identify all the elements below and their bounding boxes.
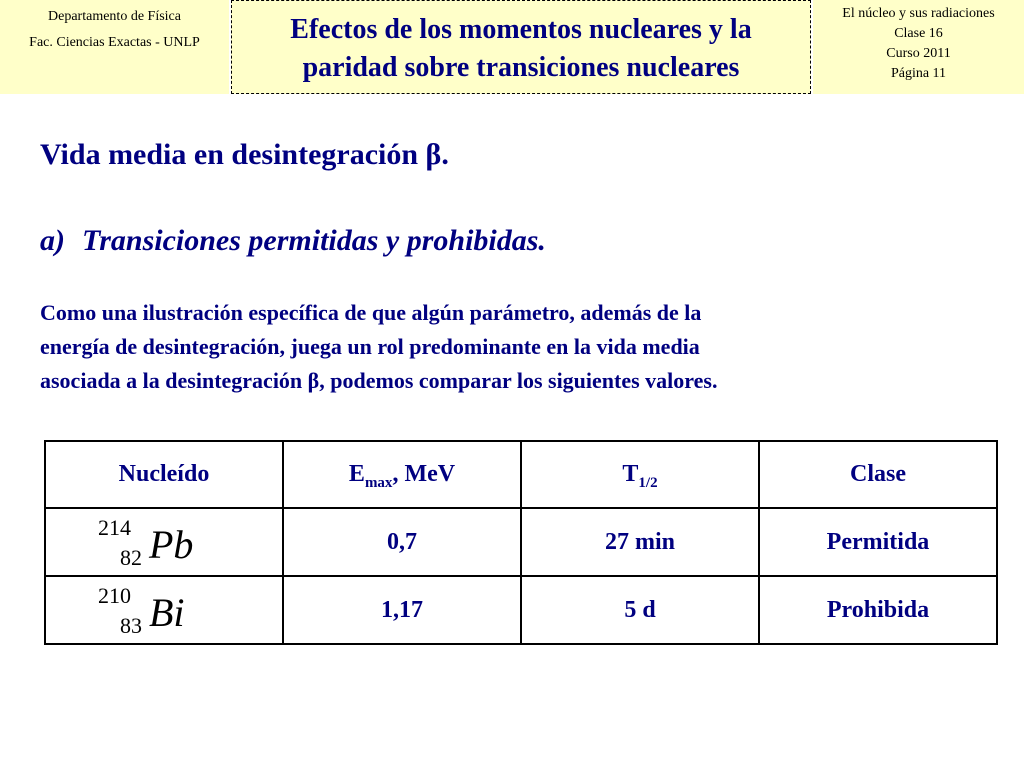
- section-title: Vida media en desintegración β.: [40, 138, 449, 171]
- emax-unit: , MeV: [392, 461, 456, 487]
- slide-title: [231, 0, 811, 94]
- subsection-marker: a): [40, 224, 65, 257]
- nuclide-notation: [46, 509, 282, 575]
- clase-cell: Prohibida: [759, 576, 997, 644]
- nuclide-cell: [45, 508, 283, 576]
- faculty-label: Fac. Ciencias Exactas - UNLP: [29, 35, 200, 50]
- page-number: Página 11: [890, 66, 947, 81]
- slide-title-line2: paridad sobre transiciones nucleares: [302, 52, 740, 83]
- paragraph-line: energía de desintegración, juega un rol predominante en la vida media: [40, 334, 700, 359]
- mass-number: 214: [98, 515, 131, 540]
- mass-number: 210: [98, 583, 131, 608]
- subsection-text: Transiciones permitidas y prohibidas.: [82, 224, 546, 257]
- slide-title-line1: Efectos de los momentos nucleares y la: [290, 14, 752, 45]
- nuclide-cell: [45, 576, 283, 644]
- half-life-base: T: [622, 461, 639, 487]
- table-row: [45, 576, 997, 644]
- element-symbol: Pb: [149, 522, 194, 567]
- class-number: Clase 16: [894, 26, 943, 41]
- nuclide-comparison-table: [44, 440, 998, 645]
- header-nucleido: Nucleído: [45, 441, 283, 508]
- atomic-number: 82: [120, 545, 142, 570]
- paragraph-line: asociada a la desintegración β, podemos comparar los siguientes valores.: [40, 368, 718, 393]
- course-name: El núcleo y sus radiaciones: [842, 6, 995, 21]
- half-life-subscript: 1/2: [638, 475, 658, 491]
- body-paragraph: [40, 296, 940, 398]
- department-label: Departamento de Física: [48, 9, 181, 24]
- course-year: Curso 2011: [886, 46, 951, 61]
- half-life-cell: 27 min: [521, 508, 759, 576]
- paragraph-line: Como una ilustración específica de que algún parámetro, además de la: [40, 300, 702, 325]
- emax-subscript: max: [364, 475, 393, 491]
- atomic-number: 83: [120, 613, 142, 638]
- header-department: [0, 0, 229, 94]
- half-life-cell: 5 d: [521, 576, 759, 644]
- subsection-heading: [40, 224, 546, 258]
- header-emax: [283, 441, 521, 508]
- nuclide-notation: [46, 577, 282, 643]
- emax-base: E: [348, 461, 365, 487]
- clase-cell: Permitida: [759, 508, 997, 576]
- element-symbol: Bi: [149, 590, 185, 635]
- emax-cell: 0,7: [283, 508, 521, 576]
- header-clase: Clase: [759, 441, 997, 508]
- table-header-row: [45, 441, 997, 508]
- table-row: [45, 508, 997, 576]
- header-course-info: [813, 0, 1024, 94]
- header-half-life: [521, 441, 759, 508]
- emax-cell: 1,17: [283, 576, 521, 644]
